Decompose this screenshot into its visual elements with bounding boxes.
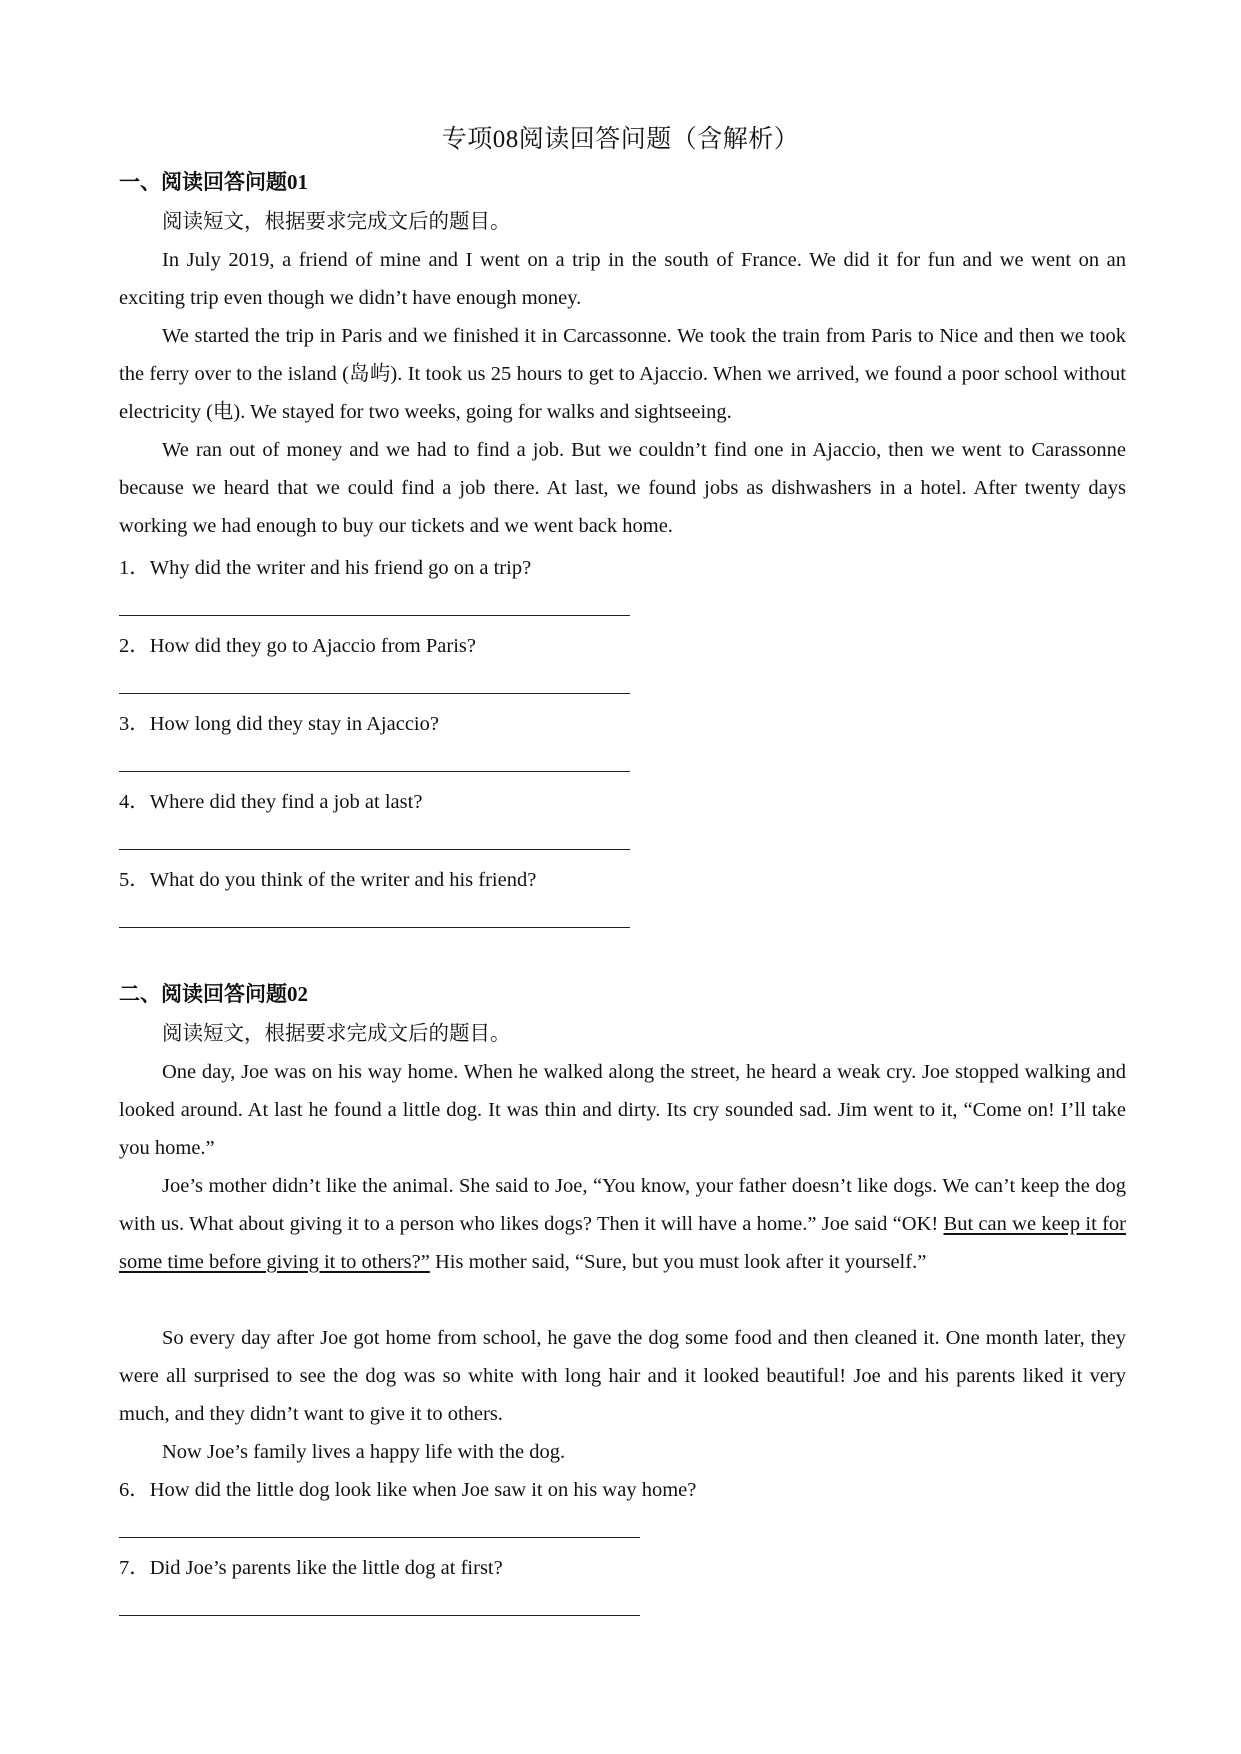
- question-3: 3．How long did they stay in Ajaccio?: [119, 713, 439, 735]
- section-1-paragraph-1: In July 2019, a friend of mine and I went on a trip in the south of France. We did it for fun and we went on an exciting trip even though we didn’t have enough money.: [119, 249, 1126, 309]
- paragraph-2-text-after: His mother said, “Sure, but you must look after it yourself.”: [429, 1251, 927, 1273]
- answer-line-1[interactable]: [119, 615, 630, 616]
- question-1: 1．Why did the writer and his friend go on a trip?: [119, 557, 532, 579]
- answer-line-7[interactable]: [119, 1615, 640, 1616]
- section-2-instruction: 阅读短文，根据要求完成文后的题目。: [162, 1023, 511, 1045]
- section-1-paragraph-2: We started the trip in Paris and we finished it in Carcassonne. We took the train from Paris to Nice and then we took the ferry over to the island (岛屿). It took us 25 hours to get to Ajaccio. When we arrived, we found a poor school without electricity (电). We stayed for two weeks, going for walks and sightseeing.: [119, 325, 1126, 423]
- paragraph-2-text-before: Joe’s mother didn’t like the animal. She said to Joe, “You know, your father doesn’t like dogs. We can’t keep the dog with us. What about giving it to a person who likes dogs? Then it will have a home.” Joe said “OK!: [119, 1175, 1126, 1235]
- question-5: 5．What do you think of the writer and his friend?: [119, 869, 537, 891]
- section-1-instruction: 阅读短文，根据要求完成文后的题目。: [162, 211, 511, 233]
- answer-line-3[interactable]: [119, 771, 630, 772]
- section-2-heading: 二、阅读回答问题02: [119, 982, 308, 1006]
- answer-line-4[interactable]: [119, 849, 630, 850]
- section-2-paragraph-3: So every day after Joe got home from school, he gave the dog some food and then cleaned it. One month later, they were all surprised to see the dog was so white with long hair and it looked beautiful! Joe and his parents liked it very much, and they didn’t want to give it to others.: [119, 1327, 1126, 1425]
- question-7: 7．Did Joe’s parents like the little dog at first?: [119, 1557, 503, 1579]
- page-title: 专项08阅读回答问题（含解析）: [441, 126, 800, 153]
- answer-line-2[interactable]: [119, 693, 630, 694]
- answer-line-5[interactable]: [119, 927, 630, 928]
- section-2-paragraph-2: [119, 1167, 1126, 1281]
- question-2: 2．How did they go to Ajaccio from Paris?: [119, 635, 476, 657]
- section-1-heading: 一、阅读回答问题01: [119, 170, 308, 194]
- question-6: 6．How did the little dog look like when Joe saw it on his way home?: [119, 1479, 697, 1501]
- section-2-paragraph-4: Now Joe’s family lives a happy life with the dog.: [162, 1441, 566, 1463]
- section-1-paragraph-3: We ran out of money and we had to find a job. But we couldn’t find one in Ajaccio, then we went to Carassonne because we heard that we could find a job there. At last, we found jobs as dishwashers in a hotel. After twenty days working we had enough to buy our tickets and we went back home.: [119, 439, 1126, 537]
- underlined-sentence: But can we keep it for some time before giving it to others?”: [119, 1213, 1126, 1273]
- answer-line-6[interactable]: [119, 1537, 640, 1538]
- question-4: 4．Where did they find a job at last?: [119, 791, 423, 813]
- section-2-paragraph-1: One day, Joe was on his way home. When he walked along the street, he heard a weak cry. Joe stopped walking and looked around. At last he found a little dog. It was thin and dirty. Its cry sounded sad. Jim went to it, “Come on! I’ll take you home.”: [119, 1061, 1126, 1159]
